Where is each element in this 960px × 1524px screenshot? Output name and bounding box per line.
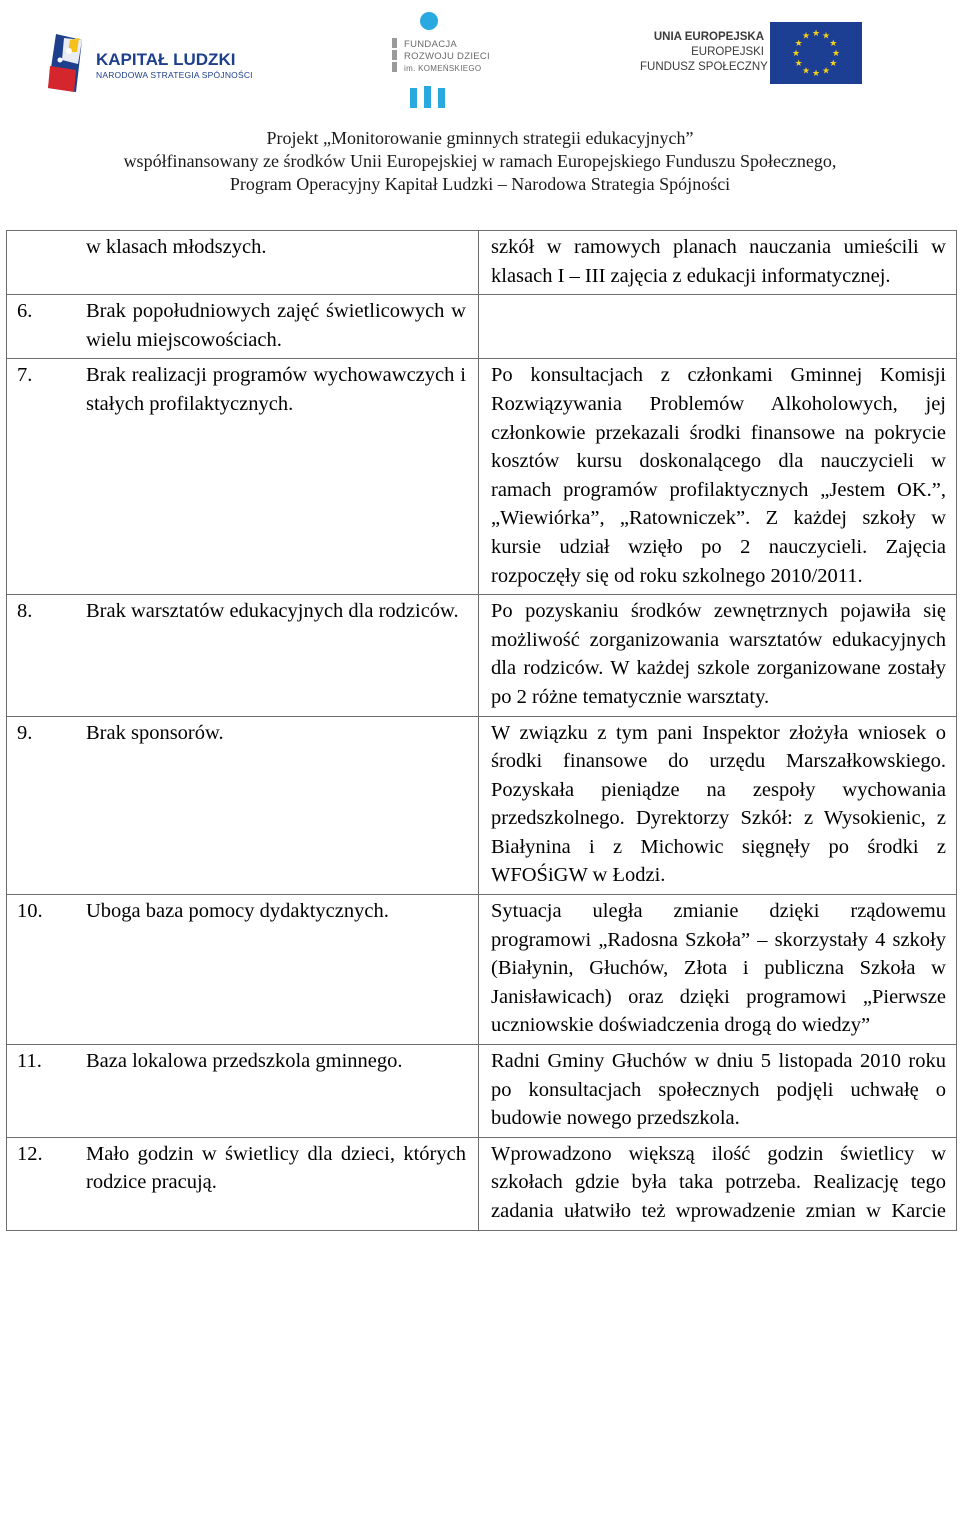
table-row: [7, 716, 957, 895]
eu-star-icon: ★: [801, 65, 811, 76]
project-header: [0, 127, 960, 196]
fundacja-line: ROZWOJU DZIECI: [404, 51, 490, 62]
row-number: 10.: [17, 900, 43, 923]
table-row: [7, 895, 957, 1045]
eu-star-icon: ★: [811, 28, 821, 38]
problem-cell: [7, 716, 479, 895]
table-row: [7, 595, 957, 716]
solution-text: Radni Gminy Głuchów w dniu 5 listopada 2010 roku po konsultacjach społecznych podjęli uchwałę o budowie nowego przedszkola.: [491, 1050, 946, 1130]
fundacja-logo: [388, 6, 490, 110]
row-number: 9.: [17, 721, 33, 744]
problem-text: Baza lokalowa przedszkola gminnego.: [86, 1050, 403, 1073]
problem-text: Uboga baza pomocy dydaktycznych.: [86, 900, 389, 923]
eu-star-icon: ★: [791, 48, 801, 58]
eu-star-icon: ★: [801, 30, 811, 41]
solution-cell: [479, 231, 957, 295]
row-number: 12.: [17, 1142, 43, 1165]
fundacja-line: FUNDACJA: [404, 39, 458, 50]
eu-star-icon: ★: [794, 38, 803, 48]
problem-text: Brak realizacji programów wychowawczych i stałych profilaktycznych.: [86, 364, 466, 415]
solution-text: szkół w ramowych planach nauczania umieścili w klasach I – III zajęcia z edukacji informatycznej.: [491, 236, 946, 287]
problem-cell: [7, 295, 479, 359]
table-row: [7, 1137, 957, 1230]
eu-star-icon: ★: [829, 38, 838, 48]
kapital-ludzki-logo: [42, 30, 253, 100]
solution-text: Wprowadzono większą ilość godzin świetlicy w szkołach gdzie była taka potrzeba. Realizację tego zadania ułatwiło też wprowadzenie zmian w Karcie: [491, 1142, 946, 1222]
eu-star-icon: ★: [829, 58, 838, 68]
project-line: Projekt „Monitorowanie gminnych strategii edukacyjnych”: [266, 128, 694, 148]
eu-star-icon: ★: [831, 48, 841, 58]
solution-cell: [479, 716, 957, 895]
problem-cell: [7, 231, 479, 295]
eu-star-icon: ★: [821, 30, 831, 41]
problem-cell: [7, 1137, 479, 1230]
header-logos: [0, 0, 960, 120]
problem-text: Brak warsztatów edukacyjnych dla rodziców.: [86, 600, 459, 623]
problem-text: w klasach młodszych.: [86, 236, 267, 258]
eu-line: FUNDUSZ SPOŁECZNY: [640, 61, 768, 73]
problems-solutions-table: [6, 230, 957, 1231]
problem-cell: [7, 359, 479, 595]
problem-cell: [7, 1045, 479, 1138]
project-line: współfinansowany ze środków Unii Europejskiej w ramach Europejskiego Funduszu Społecznego,: [123, 151, 837, 171]
solution-cell: [479, 895, 957, 1045]
solution-text: Po konsultacjach z członkami Gminnej Komisji Rozwiązywania Problemów Alkoholowych, jej członkowie przekazali środki finansowe na pokrycie kosztów kursu doskonalącego dla nauczycieli w ramach programów profilaktycznych „Jestem OK.”, „Wiewiórka”, „Ratowniczek”. Z każdej szkoły w kursie udział wzięło po 2 nauczycieli. Zajęcia rozpoczęły się od roku szkolnego 2010/2011.: [491, 364, 946, 587]
project-line: Program Operacyjny Kapitał Ludzki – Narodowa Strategia Spójności: [229, 174, 731, 194]
row-number: 7.: [17, 364, 33, 387]
solution-text: Po pozyskaniu środków zewnętrznych pojawiła się możliwość zorganizowania warsztatów edukacyjnych dla rodziców. W każdej szkole zorganizowane zostały po 2 różne tematycznie warsztaty.: [491, 600, 946, 708]
problem-cell: [7, 895, 479, 1045]
eu-line: EUROPEJSKI: [691, 46, 764, 58]
eu-text: [640, 30, 768, 75]
table-row: [7, 231, 957, 295]
eu-star-icon: ★: [811, 68, 821, 78]
row-number: 8.: [17, 600, 33, 623]
table-row: [7, 359, 957, 595]
kapital-ludzki-title: KAPITAŁ LUDZKI: [96, 50, 236, 69]
table-row: [7, 295, 957, 359]
kapital-ludzki-subtitle: NARODOWA STRATEGIA SPÓJNOŚCI: [96, 70, 253, 80]
kapital-ludzki-emblem-icon: [42, 30, 94, 96]
eu-star-icon: ★: [794, 58, 803, 68]
solution-cell: [479, 359, 957, 595]
eu-star-icon: ★: [821, 65, 831, 76]
problem-cell: [7, 595, 479, 716]
eu-flag-icon: [770, 22, 862, 84]
row-number: 11.: [17, 1050, 42, 1073]
solution-cell: [479, 1137, 957, 1230]
table-row: [7, 1045, 957, 1138]
solution-text: Sytuacja uległa zmianie dzięki rządowemu programowi „Radosna Szkoła” – skorzystały 4 szkoły (Białynin, Głuchów, Złota i publiczna Szkoła w Janisławicach) oraz dzięki programowi „Pierwsze uczniowskie doświadczenia drogą do wiedzy”: [491, 900, 946, 1037]
solution-text: W związku z tym pani Inspektor złożyła wniosek o środki finansowe do urzędu Marszałkowskiego. Pozyskała pieniądze na zespoły wychowania przedszkolnego. Dyrektorzy Szkół: z Wysokienic, z Białynina i z Michowic sięgnęły po środki z WFOŚiGW w Łodzi.: [491, 721, 946, 887]
problem-text: Brak popołudniowych zajęć świetlicowych w wielu miejscowościach.: [86, 300, 466, 351]
solution-cell: [479, 295, 957, 359]
row-number: 6.: [17, 300, 33, 323]
solution-cell: [479, 595, 957, 716]
fundacja-text: [392, 39, 490, 75]
fundacja-line: im. KOMEŃSKIEGO: [404, 64, 482, 73]
problem-text: Mało godzin w świetlicy dla dzieci, których rodzice pracują.: [86, 1142, 466, 1194]
solution-cell: [479, 1045, 957, 1138]
problem-text: Brak sponsorów.: [86, 721, 224, 744]
eu-line: UNIA EUROPEJSKA: [653, 31, 764, 43]
eu-logo: [640, 22, 862, 88]
